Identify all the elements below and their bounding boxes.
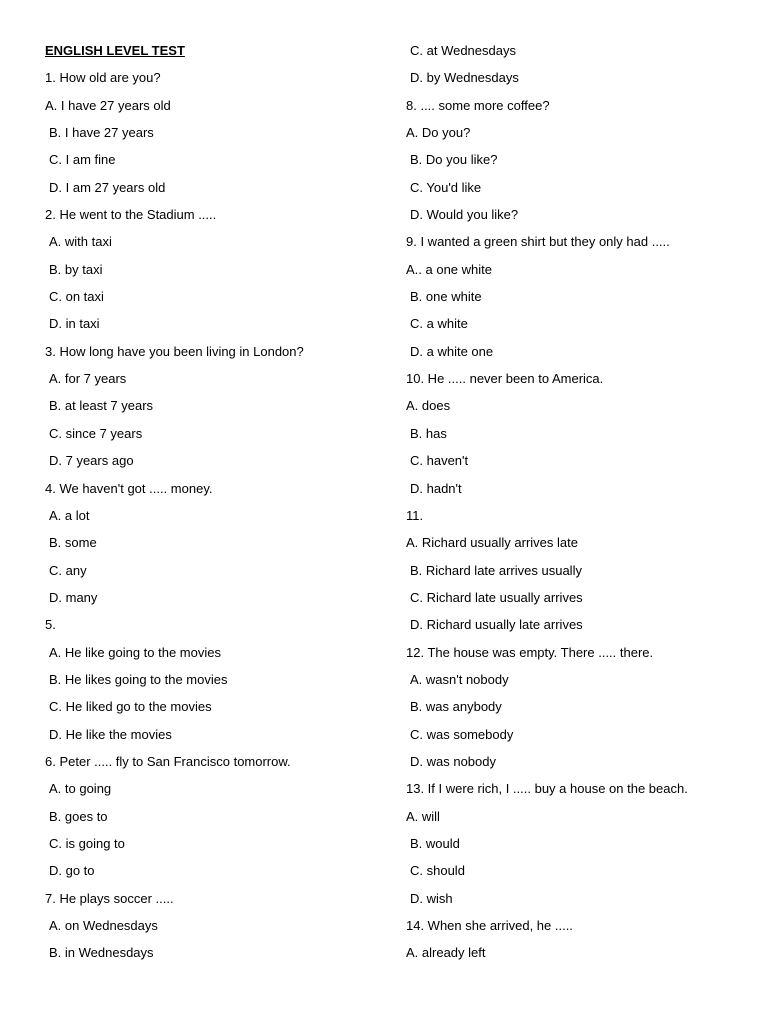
- answer-option: C. since 7 years: [49, 425, 143, 441]
- answer-option: A. to going: [49, 781, 112, 797]
- answer-option: A. Do you?: [406, 125, 471, 141]
- question-text: 5.: [45, 617, 56, 633]
- answer-option: C. any: [49, 562, 87, 578]
- answer-option: D. 7 years ago: [49, 453, 134, 469]
- answer-option: B. in Wednesdays: [49, 945, 154, 961]
- left-column: [45, 41, 385, 971]
- answer-option: A. with taxi: [49, 234, 112, 250]
- answer-option: D. Richard usually late arrives: [410, 617, 583, 633]
- answer-option: C. I am fine: [49, 152, 116, 168]
- answer-option: A.. a one white: [406, 261, 492, 277]
- answer-option: D. He like the movies: [49, 726, 172, 742]
- answer-option: D. was nobody: [410, 753, 496, 769]
- question-text: 6. Peter ..... fly to San Francisco tomorrow.: [45, 753, 291, 769]
- question-text: 1. How old are you?: [45, 70, 161, 86]
- question-text: 11.: [406, 507, 424, 523]
- answer-option: A. does: [406, 398, 451, 414]
- answer-option: A. He like going to the movies: [49, 644, 221, 660]
- answer-option: B. would: [410, 835, 460, 851]
- answer-option: C. should: [410, 863, 465, 879]
- question-text: 10. He ..... never been to America.: [406, 371, 604, 387]
- answer-option: A. for 7 years: [49, 371, 127, 387]
- question-text: 13. If I were rich, I ..... buy a house on the beach.: [406, 781, 688, 797]
- answer-option: B. Richard late arrives usually: [410, 562, 582, 578]
- answer-option: C. You'd like: [410, 179, 482, 195]
- answer-option: B. by taxi: [49, 261, 103, 277]
- answer-option: C. is going to: [49, 835, 125, 851]
- answer-option: B. has: [410, 425, 447, 441]
- question-text: 7. He plays soccer .....: [45, 890, 174, 906]
- answer-option: B. some: [49, 535, 97, 551]
- answer-option: A. on Wednesdays: [49, 918, 158, 933]
- answer-option: A. will: [406, 808, 440, 824]
- question-text: 4. We haven't got ..... money.: [45, 480, 213, 496]
- answer-option: D. by Wednesdays: [410, 70, 519, 86]
- answer-option: C. was somebody: [410, 726, 514, 742]
- answer-option: A. I have 27 years old: [45, 97, 171, 113]
- question-text: 14. When she arrived, he .....: [406, 918, 573, 933]
- answer-option: D. in taxi: [49, 316, 100, 332]
- answer-option: D. Would you like?: [410, 207, 519, 223]
- answer-option: A. already left: [406, 945, 486, 961]
- answer-option: D. wish: [410, 890, 453, 906]
- answer-option: C. He liked go to the movies: [49, 699, 212, 715]
- page-title: ENGLISH LEVEL TEST: [45, 43, 185, 58]
- answer-option: B. one white: [410, 289, 482, 305]
- answer-option: D. hadn't: [410, 480, 462, 496]
- answer-option: B. goes to: [49, 808, 108, 824]
- answer-option: D. many: [49, 589, 98, 605]
- answer-option: C. a white: [410, 316, 468, 332]
- right-column: [406, 41, 746, 971]
- question-text: 8. .... some more coffee?: [406, 97, 550, 113]
- question-text: 2. He went to the Stadium .....: [45, 207, 217, 223]
- answer-option: B. at least 7 years: [49, 398, 154, 414]
- answer-option: D. I am 27 years old: [49, 179, 166, 195]
- answer-option: B. Do you like?: [410, 152, 498, 168]
- question-text: 12. The house was empty. There ..... there.: [406, 644, 654, 660]
- answer-option: A. wasn't nobody: [410, 671, 509, 687]
- answer-option: D. go to: [49, 863, 95, 879]
- answer-option: B. He likes going to the movies: [49, 671, 228, 687]
- answer-option: A. Richard usually arrives late: [406, 535, 578, 551]
- answer-option: C. haven't: [410, 453, 469, 469]
- answer-option: C. on taxi: [49, 289, 104, 305]
- question-text: 3. How long have you been living in London?: [45, 343, 304, 359]
- answer-option: D. a white one: [410, 343, 494, 359]
- question-text: 9. I wanted a green shirt but they only had .....: [406, 234, 670, 250]
- answer-option: A. a lot: [49, 507, 90, 523]
- answer-option: B. I have 27 years: [49, 125, 154, 141]
- answer-option: B. was anybody: [410, 699, 502, 715]
- answer-option: C. Richard late usually arrives: [410, 589, 583, 605]
- answer-option: C. at Wednesdays: [410, 43, 516, 58]
